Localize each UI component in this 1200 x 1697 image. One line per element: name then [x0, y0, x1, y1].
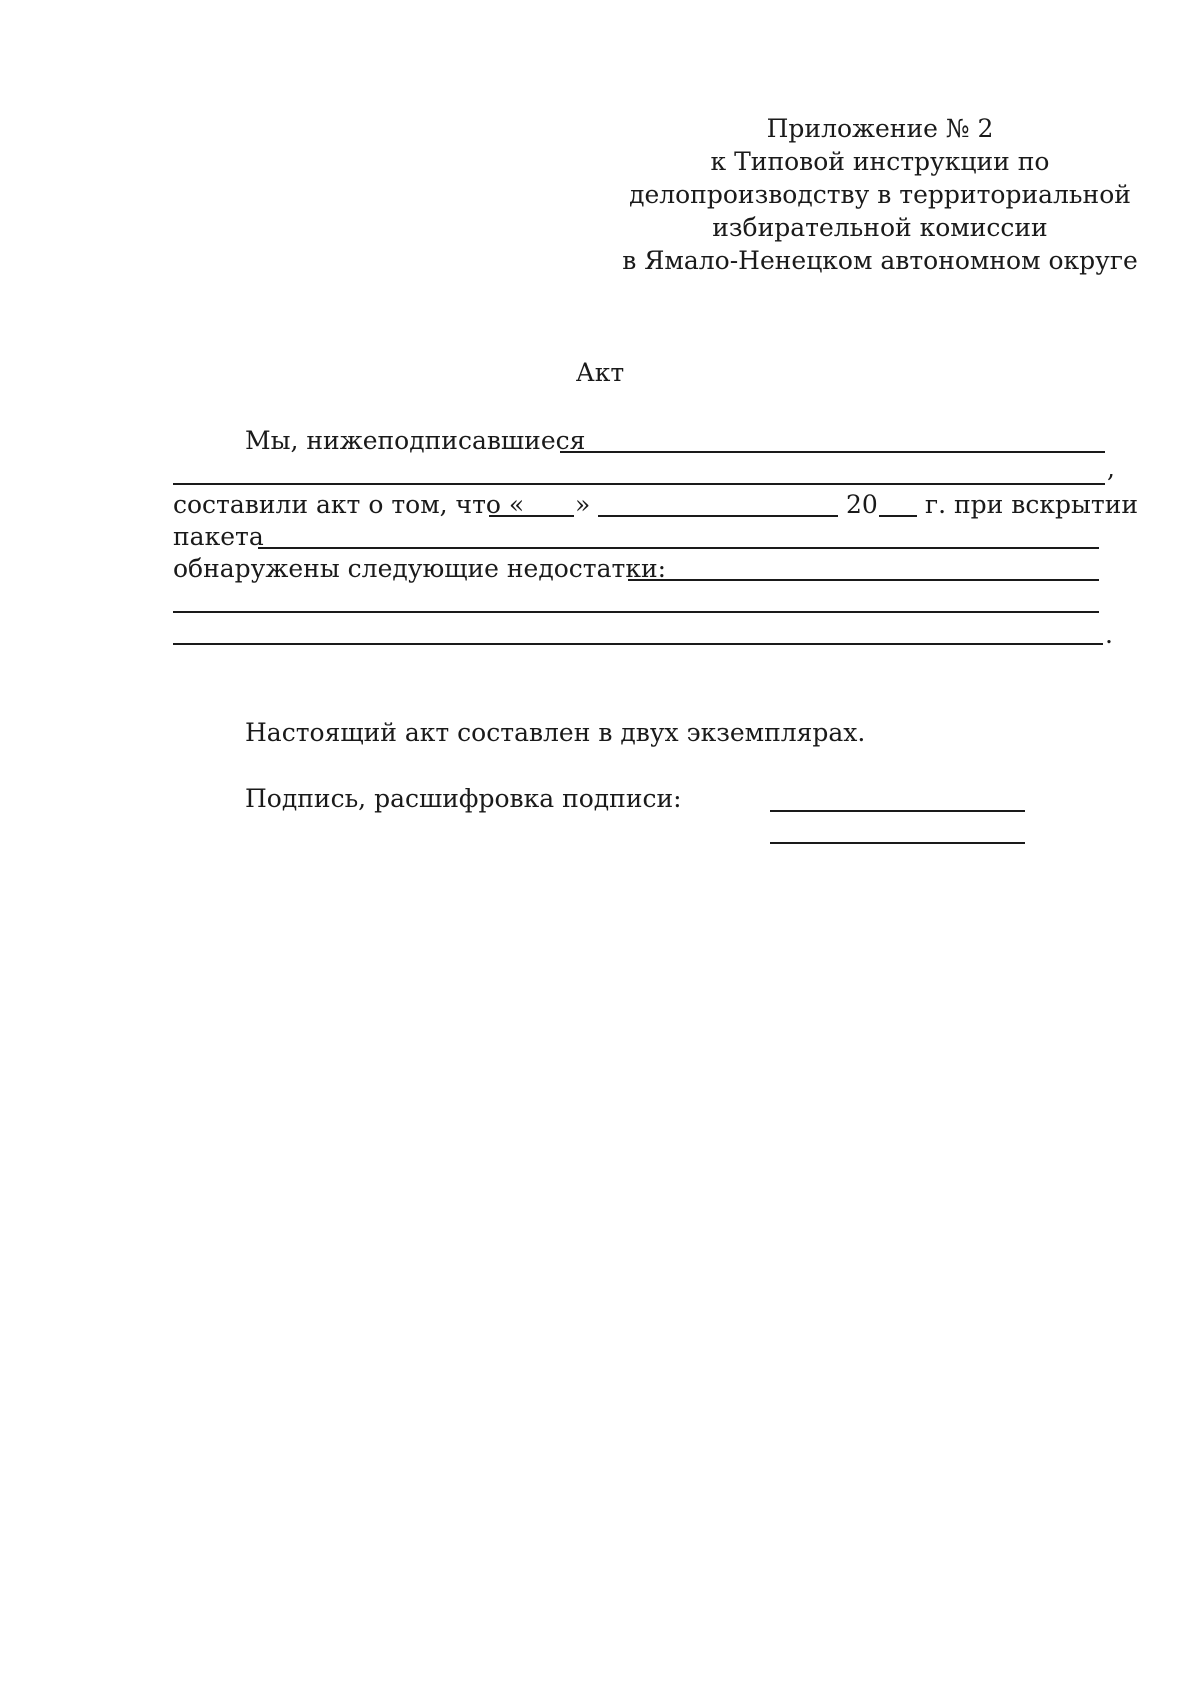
signatories-label: Мы, нижеподписавшиеся [245, 426, 586, 455]
signatories-continuation-row [173, 456, 1123, 489]
defects-blank-3 [173, 643, 1103, 645]
date-row [173, 488, 1139, 521]
package-label: пакета [173, 522, 264, 551]
appendix-line-4: избирательной комиссии [712, 213, 1048, 242]
year-prefix: 20 [846, 490, 878, 519]
signatories-row [173, 424, 1123, 457]
appendix-number: Приложение № 2 [766, 114, 994, 143]
document-title: Акт [575, 358, 625, 387]
signatories-blank [560, 451, 1105, 453]
signature-blank-1 [770, 810, 1025, 812]
defects-blank [628, 579, 1099, 581]
defects-row-2 [173, 584, 1123, 617]
comma: , [1107, 454, 1115, 483]
appendix-header [620, 112, 1140, 277]
defects-label: обнаружены следующие недостатки: [173, 554, 667, 583]
composed-act-label: составили акт о том, что « [173, 490, 525, 519]
signature-label: Подпись, расшифровка подписи: [245, 784, 682, 813]
defects-blank-2 [173, 611, 1099, 613]
day-blank [489, 515, 574, 517]
copies-note: Настоящий акт составлен в двух экземплярах. [245, 718, 866, 747]
year-suffix: г. при вскрытии [925, 490, 1139, 519]
quote-close: » [575, 490, 591, 519]
appendix-line-3: делопроизводству в территориальной [629, 180, 1131, 209]
period: . [1105, 620, 1113, 649]
signature-blank-2 [770, 842, 1025, 844]
signatories-blank-2 [173, 483, 1105, 485]
defects-row [173, 552, 1123, 585]
month-blank [598, 515, 838, 517]
year-blank [879, 515, 917, 517]
appendix-line-5: в Ямало-Ненецком автономном округе [622, 246, 1138, 275]
defects-row-3 [173, 616, 1123, 649]
appendix-line-2: к Типовой инструкции по [710, 147, 1050, 176]
package-row [173, 520, 1123, 553]
package-blank [258, 547, 1099, 549]
